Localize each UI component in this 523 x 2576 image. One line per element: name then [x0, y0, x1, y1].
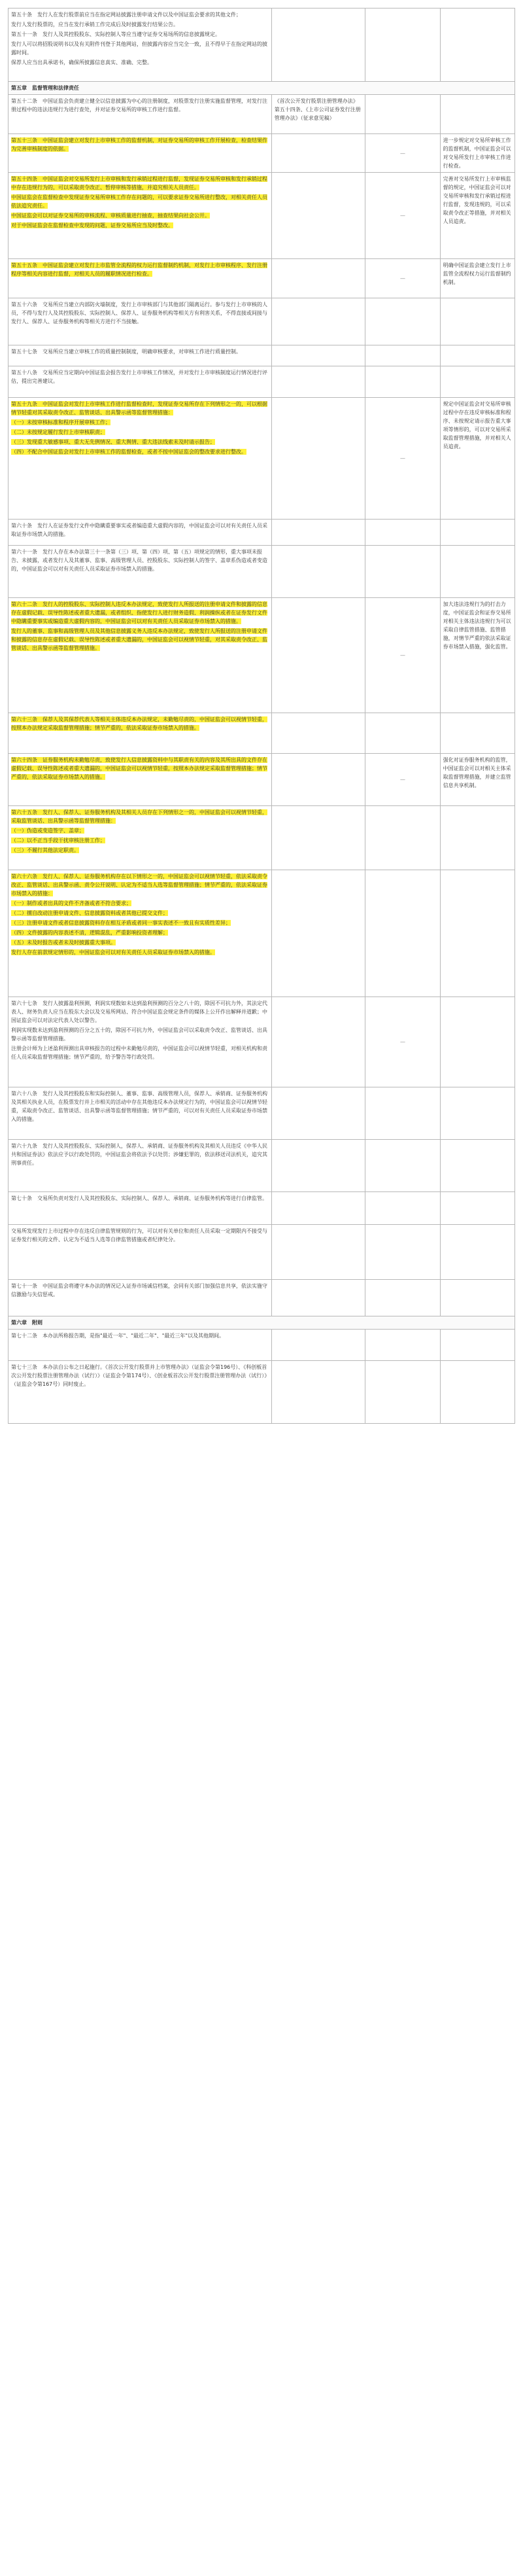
article-text-cell	[8, 806, 272, 870]
paragraph: 第五十六条 交易所应当建立内部防火墙制度，发行上市审核部门与其他部门隔离运行。参与发行上市审核的人员，不得与发行人及其控股股东、实际控制人、保荐人、证券服务机构等相关方有利害关系，不得直接或间接与发行人、保荐人、证券服务机构等相关方进行不当接触。	[11, 302, 267, 325]
explanation-cell	[440, 1280, 515, 1316]
change-type-cell	[365, 520, 440, 546]
highlighted-paragraph: 第五十五条 中国证监会建立对发行上市监管全流程的权力运行监督制约机制，对发行上市审核程序、发行注册程序等相关内容进行监督，对相关人员的履职情况进行检查。	[11, 262, 267, 277]
paragraph: 注册会计师为上述盈利预测出具审核报告的过程中未勤勉尽责的，中国证监会可以视情节轻重，对相关机构和责任人员采取监督管理措施；情节严重的，给予警告等行政处罚。	[11, 1046, 267, 1060]
paragraph: 第六十条 发行人在证券发行文件中隐瞒重要事实或者编造重大虚假内容的，中国证监会可以对有关责任人员采取证券市场禁入的措施。	[11, 523, 267, 537]
article-text-cell	[8, 754, 272, 806]
table-row	[8, 345, 515, 366]
explanation-cell	[440, 1140, 515, 1192]
table-row	[8, 9, 515, 82]
table-row	[8, 598, 515, 713]
article-text-cell	[8, 1225, 272, 1280]
article-text-cell	[8, 366, 272, 398]
table-row	[8, 259, 515, 298]
explanation-cell	[440, 870, 515, 997]
paragraph: 利润实现数未达到盈利预测的百分之五十的，除因不可抗力外，中国证监会可以采取责令改正、监管谈话、出具警示函等监督管理措施。	[11, 1027, 267, 1042]
change-type-cell: —	[365, 134, 440, 173]
change-type-cell	[365, 1140, 440, 1192]
change-type-cell	[365, 1330, 440, 1361]
explanation-cell	[440, 997, 515, 1087]
highlighted-paragraph: 发行人存在前款规定情形的，中国证监会可以对有关责任人员采取证券市场禁入的措施。	[11, 949, 215, 955]
paragraph: 第六十一条 发行人存在本办法第三十一条第（三）项、第（四）项、第（五）项规定的情形，重大事项未报告、未披露，或者发行人及其董事、监事、高级管理人员、控股股东、实际控制人的签字、盖章系伪造或者变造的，中国证监会可以对有关责任人员采取证券市场禁入的措施。	[11, 549, 267, 572]
explanation-cell	[440, 9, 515, 82]
paragraph: 第六十九条 发行人及其控股股东、实际控制人，保荐人、承销商、证券服务机构及其相关人员违反《中华人民共和国证券法》依法应予以行政处罚的，中国证监会将依法予以处罚；涉嫌犯罪的，依法移送司法机关，追究其刑事责任。	[11, 1143, 267, 1166]
explanation-cell	[440, 546, 515, 598]
article-text-cell	[8, 1140, 272, 1192]
table-row	[8, 997, 515, 1087]
table-row	[8, 134, 515, 173]
article-text-cell	[8, 520, 272, 546]
reference-cell	[271, 546, 365, 598]
change-type-cell	[365, 9, 440, 82]
highlighted-paragraph: 第六十五条 发行人、保荐人、证券服务机构及其相关人员存在下列情形之一的，中国证监会可以视情节轻重，采取监管谈话、出具警示函等监督管理措施：	[11, 809, 267, 824]
explanation-cell	[440, 345, 515, 366]
paragraph: 交易所发现发行上市过程中存在违反自律监管规则的行为，可以对有关单位和责任人员采取一定期限内不接受与证券发行相关的文件、认定为不适当人选等自律监管措施或者纪律处分。	[11, 1228, 267, 1243]
section-row	[8, 82, 515, 95]
reference-cell	[271, 298, 365, 345]
comparison-table	[8, 8, 515, 1424]
paragraph: 第五十七条 交易所应当建立审核工作的质量控制制度，明确审核要求，对审核工作进行质量控制。	[11, 349, 241, 355]
paragraph: 第六十七条 发行人披露盈利预测，利润实现数如未达到盈利预测的百分之八十的，除因不可抗力外，其法定代表人、财务负责人应当在股东大会以及交易所网站、符合中国证监会规定条件的媒体上公开作出解释并道歉；中国证监会可以对法定代表人处以警告。	[11, 1000, 267, 1023]
table-row	[8, 1330, 515, 1361]
paragraph: 第五十八条 交易所应当定期向中国证监会报告发行上市审核工作情况，并对发行上市审核制度运行情况进行评估，提出完善建议。	[11, 370, 267, 384]
explanation-cell: 加大违法违规行为的打击力度，中国证监会和证券交易所对相关主体违法违规行为可以采取自律监管措施、监管措施，对情节严重的依法采取证券市场禁入措施，强化监管。	[440, 598, 515, 713]
reference-cell	[271, 598, 365, 713]
reference-cell	[271, 173, 365, 259]
highlighted-paragraph: （三）不履行其他法定职责。	[11, 847, 79, 853]
article-text-cell	[8, 1192, 272, 1225]
explanation-cell	[440, 1192, 515, 1225]
article-text-cell	[8, 1280, 272, 1316]
table-row	[8, 806, 515, 870]
change-type-cell	[365, 298, 440, 345]
explanation-cell	[440, 1330, 515, 1361]
article-text-cell	[8, 546, 272, 598]
change-type-cell: —	[365, 398, 440, 520]
article-text-cell	[8, 598, 272, 713]
change-type-cell	[365, 95, 440, 134]
article-text-cell	[8, 1330, 272, 1361]
highlighted-paragraph: 第五十三条 中国证监会建立对发行上市审核工作的监督机制，对证券交易所的审核工作开展检查，检查结果作为完善审核制度的依据。	[11, 137, 267, 152]
reference-cell	[271, 366, 365, 398]
reference-cell	[271, 806, 365, 870]
table-row	[8, 1225, 515, 1280]
paragraph: 第五十一条 发行人及其控股股东、实际控制人等应当遵守证券交易场所的信息披露规定。	[11, 31, 220, 37]
article-text-cell	[8, 345, 272, 366]
table-row	[8, 870, 515, 997]
table-row	[8, 298, 515, 345]
explanation-cell	[440, 520, 515, 546]
highlighted-paragraph: 发行人的董事、监事和高级管理人员及其他信息披露义务人违反本办法规定，致使发行人所报送的注册申请文件和披露的信息存在虚假记载、误导性陈述或者重大遗漏的，中国证监会可以视情节轻重，对其采取责令改正、监管谈话、出具警示函等监督管理措施。	[11, 628, 267, 651]
reference-cell	[271, 870, 365, 997]
paragraph: 第七十条 交易所负责对发行人及其控股股东、实际控制人、保荐人、承销商、证券服务机构等进行自律监管。	[11, 1195, 267, 1201]
change-type-cell: —	[365, 997, 440, 1087]
explanation-cell	[440, 713, 515, 754]
reference-cell	[271, 134, 365, 173]
reference-cell	[271, 1330, 365, 1361]
article-text-cell	[8, 1361, 272, 1424]
paragraph: 第五十二条 中国证监会负责建立健全以信息披露为中心的注册制度，对股票发行注册实施监督管理，对发行注册过程中的违法违规行为进行查处，并对证券交易所的审核工作进行监督。	[11, 98, 267, 113]
highlighted-paragraph: 对于中国证监会在监督检查中发现的问题，证券交易所应当及时整改。	[11, 222, 173, 228]
explanation-cell: 进一步规定对交易所审核工作的监督机制，中国证监会可以对交易所发行上市审核工作进行检查。	[440, 134, 515, 173]
reference-cell	[271, 1225, 365, 1280]
paragraph: 保荐人应当出具承诺书，确保所披露信息真实、准确、完整。	[11, 60, 152, 65]
article-text-cell	[8, 997, 272, 1087]
explanation-cell: 完善对交易所发行上市审核监督的规定，中国证监会可以对交易所审核和发行承销过程进行监督，发现违规的，可以采取责令改正等措施，并对相关人员追责。	[440, 173, 515, 259]
highlighted-paragraph: 中国证监会在监督检查中发现证券交易所审核工作存在问题的，可以要求证券交易所进行整改，对相关责任人员依法追究责任。	[11, 194, 267, 209]
section-row	[8, 1316, 515, 1330]
table-row	[8, 1140, 515, 1192]
table-body	[8, 9, 515, 1424]
explanation-cell: 强化对证券服务机构的监管，中国证监会可以对相关主体采取监督管理措施，并建立监管信息共享机制。	[440, 754, 515, 806]
change-type-cell	[365, 1280, 440, 1316]
explanation-cell	[440, 95, 515, 134]
reference-cell	[271, 259, 365, 298]
explanation-cell: 规定中国证监会对交易所审核过程中存在违反审核标准和程序、未按规定请示报告重大事项等情形的，可以对交易所采取监督管理措施，并对相关人员追责。	[440, 398, 515, 520]
highlighted-paragraph: 第五十四条 中国证监会对交易所发行上市审核和发行承销过程进行监督，发现证券交易所审核和发行承销过程中存在违规行为的，可以采取责令改正、暂停审核等措施，并追究相关人员责任。	[11, 176, 267, 190]
highlighted-paragraph: 第六十三条 保荐人及其保荐代表人等相关主体违反本办法规定，未勤勉尽责的，中国证监会可以视情节轻重，按照本办法规定采取监督管理措施；情节严重的，依法采取证券市场禁入的措施。	[11, 716, 267, 731]
highlighted-paragraph: （二）未按规定履行发行上市审核职责；	[11, 429, 105, 435]
highlighted-paragraph: 第五十九条 中国证监会对发行上市审核工作进行监督检查时，发现证券交易所存在下列情形之一的，可以根据情节轻重对其采取责令改正、监管谈话、出具警示函等监督管理措施：	[11, 401, 267, 415]
change-type-cell	[365, 1361, 440, 1424]
table-row	[8, 1192, 515, 1225]
reference-cell	[271, 997, 365, 1087]
highlighted-paragraph: （五）未及时报告或者未及时披露重大事项。	[11, 940, 116, 945]
explanation-cell	[440, 1087, 515, 1140]
highlighted-paragraph: 中国证监会可以对证券交易所的审核流程、审核质量进行抽查，抽查结果向社会公开。	[11, 213, 210, 219]
article-text-cell	[8, 259, 272, 298]
explanation-cell	[440, 298, 515, 345]
highlighted-paragraph: （二）擅自改动注册申请文件、信息披露资料或者其他已提交文件；	[11, 910, 168, 916]
highlighted-paragraph: 第六十四条 证券服务机构未勤勉尽责，致使发行人信息披露资料中与其职责有关的内容及其所出具的文件存在虚假记载、误导性陈述或者重大遗漏的，中国证监会可以视情节轻重，按照本办法规定采取监督管理措施；情节严重的，依法采取证券市场禁入的措施。	[11, 757, 267, 780]
paragraph: 第七十一条 中国证监会将遵守本办法的情况记入证券市场诚信档案，会同有关部门加强信息共享，依法实施守信激励与失信惩戒。	[11, 1283, 267, 1297]
explanation-cell: 明确中国证监会建立发行上市监管全流程权力运行监督制约机制。	[440, 259, 515, 298]
table-row	[8, 1280, 515, 1316]
reference-cell	[271, 345, 365, 366]
comparison-document	[8, 8, 515, 1424]
change-type-cell	[365, 546, 440, 598]
highlighted-paragraph: （四）文件披露的内容表述不清，逻辑混乱，严重影响投资者理解；	[11, 930, 168, 936]
change-type-cell	[365, 806, 440, 870]
article-text-cell	[8, 134, 272, 173]
explanation-cell	[440, 366, 515, 398]
article-text-cell	[8, 9, 272, 82]
change-type-cell: —	[365, 173, 440, 259]
explanation-cell	[440, 806, 515, 870]
paragraph: 第六十八条 发行人及其控股股东和实际控制人、董事、监事、高级管理人员，保荐人、承销商、证券服务机构及其相关执业人员，在股票发行并上市相关的活动中存在其他违反本办法规定行为的，中国证监会可以视情节轻重，采取责令改正、监管谈话、出具警示函等监督管理措施；情节严重的，可以对有关责任人员采取证券市场禁入的措施。	[11, 1091, 267, 1122]
change-type-cell	[365, 713, 440, 754]
paragraph: 第五十条 发行人在发行股票前应当在指定网站披露注册申请文件以及中国证监会要求的其他文件；	[11, 12, 241, 18]
paragraph: 发行人发行股票的，应当在发行承销工作完成后及时披露发行结果公告。	[11, 22, 178, 27]
table-row	[8, 713, 515, 754]
change-type-cell: —	[365, 259, 440, 298]
article-text-cell	[8, 95, 272, 134]
article-text-cell	[8, 1087, 272, 1140]
section-title: 第五章 监督管理和法律责任	[8, 82, 515, 95]
explanation-cell	[440, 1361, 515, 1424]
article-text-cell	[8, 173, 272, 259]
change-type-cell	[365, 870, 440, 997]
change-type-cell	[365, 366, 440, 398]
explanation-cell	[440, 1225, 515, 1280]
reference-cell	[271, 520, 365, 546]
highlighted-paragraph: （二）以不正当手段干扰审核注册工作；	[11, 838, 105, 843]
table-row	[8, 754, 515, 806]
table-row	[8, 1361, 515, 1424]
paragraph: 第七十二条 本办法所称报告期，是指"最近一年"、"最近二年"、"最近三年"以及其他期间。	[11, 1333, 225, 1339]
reference-cell	[271, 398, 365, 520]
reference-cell	[271, 1192, 365, 1225]
reference-cell	[271, 9, 365, 82]
highlighted-paragraph: （一）未按审核标准和程序开展审核工作；	[11, 419, 110, 425]
paragraph: 第七十三条 本办法自公布之日起施行。《首次公开发行股票并上市管理办法》（证监会令第196号）、《科创板首次公开发行股票注册管理办法（试行）》（证监会令第174号）、《创业板首次公开发行股票注册管理办法（试行）》（证监会令第167号）同时废止。	[11, 1364, 267, 1387]
highlighted-paragraph: （三）注册申请文件或者信息披露资料存在相互矛盾或者同一事实表述不一致且有实质性差异；	[11, 920, 231, 926]
change-type-cell	[365, 345, 440, 366]
highlighted-paragraph: （一）制作或者出具的文件不齐备或者不符合要求；	[11, 900, 131, 906]
reference-cell	[271, 713, 365, 754]
article-text-cell	[8, 398, 272, 520]
table-row	[8, 95, 515, 134]
highlighted-paragraph: 第六十二条 发行人的控股股东、实际控制人违反本办法规定，致使发行人所报送的注册申请文件和披露的信息存在虚假记载、误导性陈述或者重大遗漏，或者组织、指使发行人进行财务造假、利润操纵或者在证券发行文件中隐瞒重要事实或编造重大虚假内容的，中国证监会可以对有关责任人员采取证券市场禁入的措施。	[11, 601, 267, 624]
reference-cell	[271, 1361, 365, 1424]
table-row	[8, 398, 515, 520]
reference-cell	[271, 1140, 365, 1192]
article-text-cell	[8, 713, 272, 754]
change-type-cell: —	[365, 754, 440, 806]
table-row	[8, 173, 515, 259]
reference-cell: 《首次公开发行股票注册管理办法》第五十四条、《上市公司证券发行注册管理办法》（征求意见稿）	[271, 95, 365, 134]
change-type-cell	[365, 1087, 440, 1140]
change-type-cell	[365, 1192, 440, 1225]
section-title: 第六章 附则	[8, 1316, 515, 1330]
reference-cell	[271, 754, 365, 806]
paragraph: 发行人可以将招股说明书以及有关附件刊登于其他网站，但披露内容应当完全一致，且不得早于在指定网站的披露时间。	[11, 41, 267, 56]
highlighted-paragraph: （一）伪造或变造签字、盖章；	[11, 828, 84, 834]
change-type-cell	[365, 1225, 440, 1280]
table-row	[8, 1087, 515, 1140]
table-row	[8, 366, 515, 398]
article-text-cell	[8, 298, 272, 345]
highlighted-paragraph: （三）发现重大敏感事项、重大无先例情况、重大舆情、重大违法线索未及时请示报告；	[11, 439, 215, 445]
change-type-cell: —	[365, 598, 440, 713]
highlighted-paragraph: 第六十六条 发行人、保荐人、证券服务机构存在以下情形之一的，中国证监会可以视情节轻重，依法采取责令改正、监管谈话、出具警示函、责令公开说明、认定为不适当人选等监督管理措施；情节严重的，依法采取证券市场禁入的措施：	[11, 873, 267, 896]
reference-cell	[271, 1087, 365, 1140]
table-row	[8, 546, 515, 598]
highlighted-paragraph: （四）不配合中国证监会对发行上市审核工作的监督检查，或者不按中国证监会的整改要求进行整改。	[11, 449, 246, 455]
reference-cell	[271, 1280, 365, 1316]
table-row	[8, 520, 515, 546]
article-text-cell	[8, 870, 272, 997]
